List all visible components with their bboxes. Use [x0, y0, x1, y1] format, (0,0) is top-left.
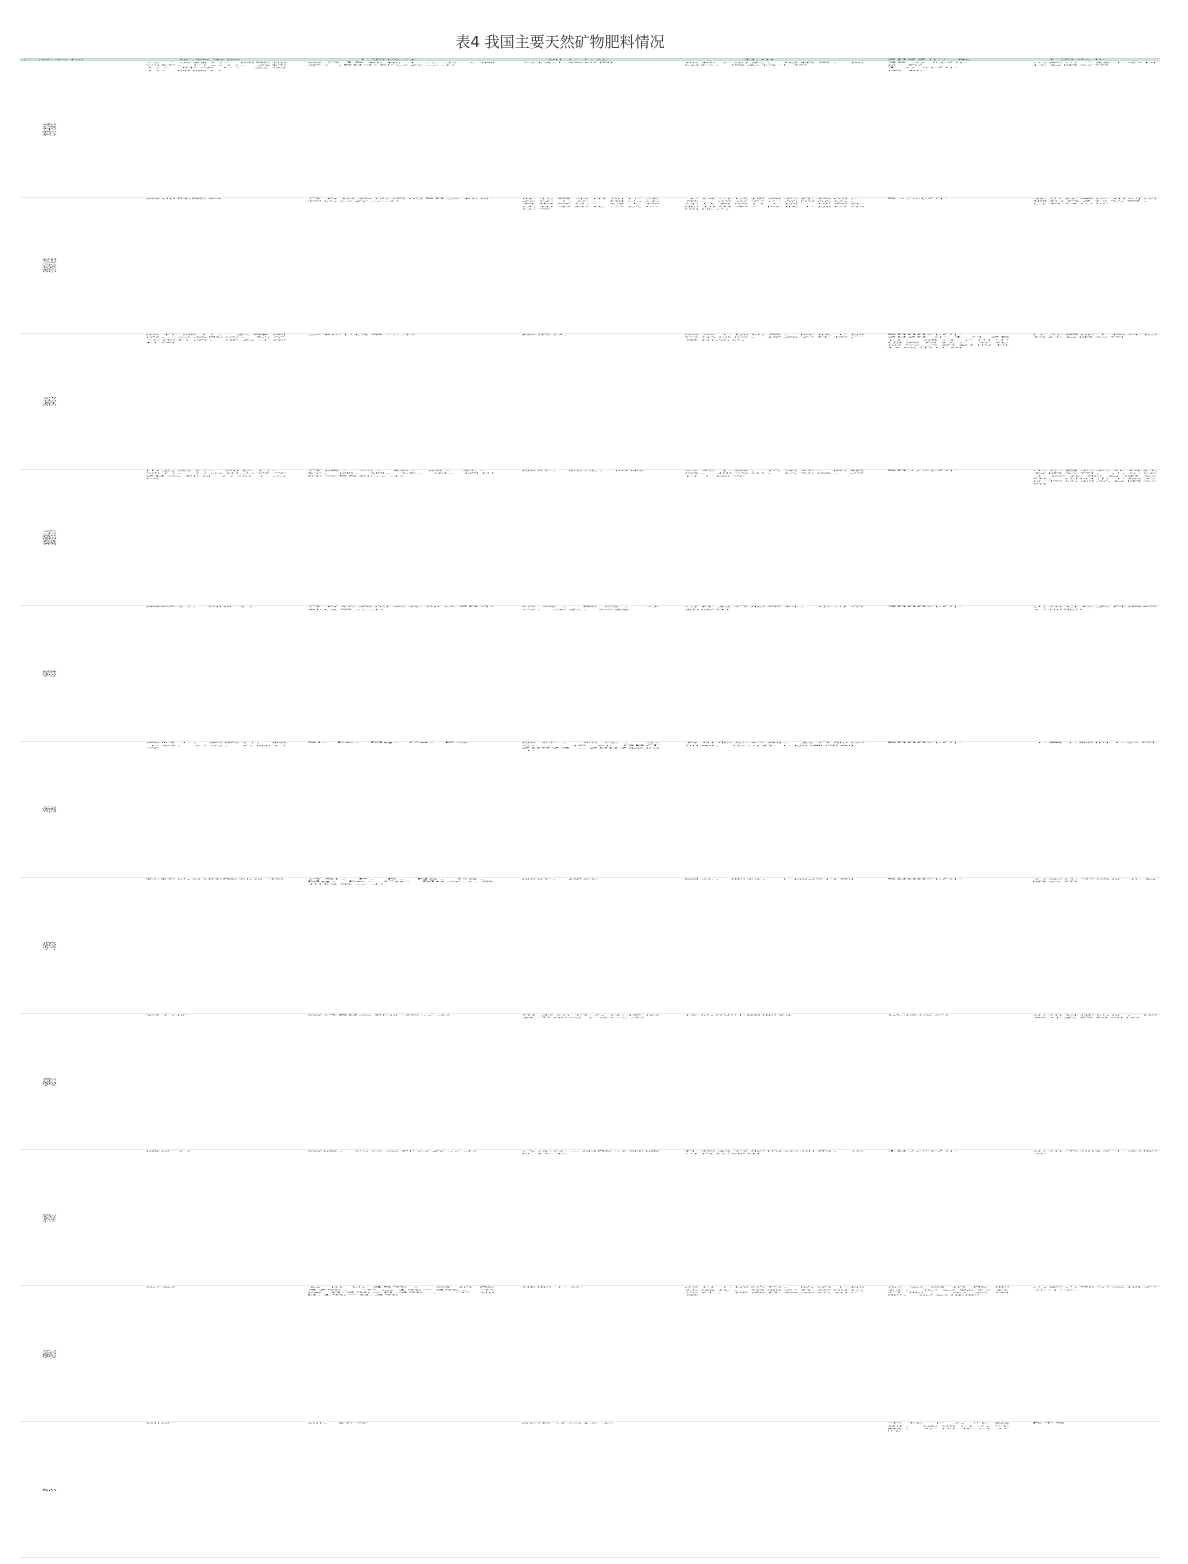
capacity-2022: 试验成功 — [887, 1014, 950, 1016]
header-effect: 作用 — [744, 58, 776, 61]
effect: 改良土壤结构，防治土壤盐碱化，增强农作物的抗逆性，提高作物品质和产量 — [684, 1286, 865, 1296]
capacity-2022: 5000吨/年 2020年1月26日，通过了由中国高科技产业化研究会组织的科技成果评价 — [887, 333, 1010, 349]
process-cell — [509, 605, 672, 741]
process-cell — [509, 1150, 672, 1286]
effect-cell — [672, 333, 875, 469]
company-cell — [1020, 877, 1160, 1013]
capacity-cell — [875, 197, 1020, 333]
product-name: 海绿石肥料 — [39, 670, 58, 677]
capacity-2022: 泥炭腐植酸肥料，泥炭颗粒复合肥，泥炭菌肥，泥炭堆肥 — [887, 1286, 1010, 1296]
effect-cell — [672, 61, 875, 197]
components-cell — [295, 1150, 509, 1286]
mineral-source: 泥炭 — [145, 1286, 177, 1288]
effect-cell — [672, 1286, 875, 1422]
effect: 优质的叶面肥料 — [684, 1014, 793, 1016]
processing-method: 破碎，提纯 — [521, 878, 599, 880]
fertilizer-table — [20, 58, 1160, 1558]
mineral-source: 由麦饭石、钾长石、沸石、石英和天青等20多种矿石加工而成 — [145, 469, 287, 480]
process-cell — [509, 61, 672, 197]
capacity-cell — [875, 1150, 1020, 1286]
mineral-source: 铁镁质铝硅酸盐矿物 — [145, 878, 285, 880]
components-cell — [295, 1422, 509, 1558]
main-company: 内蒙古鄂尔多斯农业中心 — [1032, 1286, 1158, 1291]
capacity-2022: 5万吨/年 — [887, 197, 949, 200]
process-cell — [509, 1422, 672, 1558]
effect-cell — [672, 1150, 875, 1286]
product-name: 泥炭功能肥料 — [39, 1350, 58, 1358]
mineral-source-cell — [77, 469, 295, 605]
product-name-cell — [20, 197, 77, 333]
main-components: 含有较高的氯化钾及20余种微量元素 — [307, 605, 495, 611]
components-cell — [295, 877, 509, 1013]
effect: 作物复合肥的添加剂，也可直接施用 — [684, 1150, 865, 1155]
mineral-source-cell — [77, 333, 295, 469]
capacity-cell — [875, 333, 1020, 469]
product-name-cell — [20, 1422, 77, 1558]
process-cell — [509, 1286, 672, 1422]
main-company: 石家庄金盛矿业有限公司 — [1032, 878, 1158, 883]
company-cell — [1020, 741, 1160, 877]
processing-method: 破碎，筛选，去杂，提纯GB/T 20973 −2007膨润土 — [521, 741, 660, 752]
mineral-source-cell — [77, 1014, 295, 1150]
processing-method: 此装置采用加压蒸养法工艺。国内还有煅烧法、微生物法和水热化学反应法等 — [521, 197, 660, 210]
header-main-components: 主要成分 — [355, 58, 418, 61]
table-row — [20, 1014, 1160, 1150]
effect: 不仅可以提高农作物的产量、改善农产品的品质，还具有改良土壤、提高化肥利用率、降低土壤污染的优点 — [684, 197, 865, 210]
processing-method: 与微生物协同 — [521, 61, 615, 64]
components-cell — [295, 469, 509, 605]
header-capacity: 2022年产能 — [887, 58, 973, 61]
effect: 改善土壤质量，降低土壤污染风险，提高农作物产量和品质 — [684, 333, 865, 341]
fertilizer-table-container — [20, 58, 1160, 1558]
effect: 可作复合肥原料，也可单独施用 — [684, 605, 865, 611]
capacity-2022: 5000吨/年 — [887, 878, 963, 880]
effect-cell — [672, 197, 875, 333]
mineral-source-cell — [77, 197, 295, 333]
main-components: 富含15种稀土元素（镧系）,60余种营养元素 — [307, 61, 495, 66]
effect: 有机肥造粒剂，复合肥添加剂，也可作土壤调理剂 — [684, 741, 865, 747]
main-company: 土霸王膨润土公司 — [1032, 741, 1157, 744]
process-cell — [509, 877, 672, 1013]
effect: 促种子萌发，增根量，促团粒，激发微生物 — [684, 61, 865, 66]
mineral-source-cell — [77, 1286, 295, 1422]
mineral-source: 海绿石，钾矿石 — [145, 605, 254, 608]
effect: 园艺，肥料，土壤改良剂 — [684, 878, 855, 880]
product-name-cell — [20, 1014, 77, 1150]
components-cell — [295, 333, 509, 469]
mineral-source: 乌兰茶晶石、硫酸钾钙镁、白云石、菱镁石、硅藻土、麦饭石、硫磺石 — [145, 61, 287, 72]
mineral-source-cell — [77, 605, 295, 741]
product-name: 矿物质养母粒 — [39, 1213, 58, 1222]
main-components: 富含60多种矿物元素 — [307, 1014, 451, 1016]
mineral-source: 改性沸石，发酵菌渣，氨基酸液，枯草芽孢杆菌，地衣芽孢杆菌 — [145, 333, 287, 344]
effect: 营养丰富，抗重茬、防根腐、抑线虫，抗盐碱、改良土壤等 — [684, 469, 865, 477]
company-cell — [1020, 1286, 1160, 1422]
components-cell — [295, 1286, 509, 1422]
process-cell — [509, 197, 672, 333]
capacity-2022: 全球千万吨级别，欧洲百万吨级，东南亚百万吨 — [887, 1422, 1010, 1432]
capacity-2022: 35 万 吨/年 矿 粉 1 万 吨/年 菌 种 — [887, 61, 969, 72]
product-name: 钙基膨润土 — [39, 806, 58, 813]
company-cell — [1020, 605, 1160, 741]
components-cell — [295, 1014, 509, 1150]
product-name-cell — [20, 877, 77, 1013]
capacity-2022: 10万吨/年 — [887, 1150, 959, 1152]
capacity-cell — [875, 61, 1020, 197]
mineral-source-cell — [77, 1422, 295, 1558]
company-cell — [1020, 61, 1160, 197]
processing-method: 破碎，筛选，研磨 — [521, 469, 646, 472]
table-row — [20, 197, 1160, 333]
capacity-cell — [875, 741, 1020, 877]
product-name: 多元素天然矿物肥料增效剂 — [39, 529, 58, 545]
product-name-cell — [20, 61, 77, 197]
product-name-cell — [20, 1286, 77, 1422]
table-row — [20, 877, 1160, 1013]
mineral-source-cell — [77, 61, 295, 197]
main-company: 江苏福砳生物环保科技有限公司 — [1032, 333, 1158, 338]
effect-cell — [672, 1422, 875, 1558]
processing-method: 掺混法 — [521, 333, 568, 336]
main-company: 山东昌农农业科技有限公司，山东沃土源化肥有限公司，南阳市王振方矿物质制品有限公司 — [1032, 469, 1158, 485]
main-company: 贵州省地质矿产勘查开发局科研所 — [1032, 1014, 1158, 1019]
product-name: 沸石生物有机肥 — [39, 396, 58, 406]
table-row — [20, 605, 1160, 741]
mineral-source-cell — [77, 1150, 295, 1286]
header-process: 加工工艺 — [547, 58, 610, 61]
main-company: 贵州美加特生态肥业 — [1032, 1150, 1158, 1155]
process-cell — [509, 333, 672, 469]
mineral-source-cell — [77, 877, 295, 1013]
processing-method: 用水络合方法提取其全部离子态元素 — [521, 1014, 660, 1019]
processing-method: 焙烧，酸浸，分离，蒸发，结晶 — [521, 605, 660, 611]
mineral-source-cell — [77, 741, 295, 877]
main-components: 含有植物所需的50多种矿物质营养元素 — [307, 197, 495, 202]
table-row — [20, 469, 1160, 605]
main-components: 钾、镁等 — [307, 1422, 370, 1424]
processing-method: 堆肥工艺 — [521, 1286, 584, 1288]
mineral-source: 富钾硅酸岩 — [145, 197, 223, 200]
main-components: 富磷、钙及多种营养元素 — [307, 1150, 478, 1152]
company-cell — [1020, 469, 1160, 605]
product-name-cell — [20, 605, 77, 741]
product-name-cell — [20, 469, 77, 605]
company-cell — [1020, 197, 1160, 333]
capacity-cell — [875, 877, 1020, 1013]
effect-cell — [672, 877, 875, 1013]
header-company: 主要企业 — [1044, 58, 1107, 61]
mineral-source: 钾矿 — [145, 1422, 177, 1424]
components-cell — [295, 197, 509, 333]
table-caption: 表4 我国主要天然矿物肥料情况 — [455, 33, 665, 51]
main-company: 贵州省瓮安县海绿石钾肥厂 — [1032, 605, 1158, 611]
capacity-2022: 6000吨/年 — [887, 741, 963, 744]
capacity-cell — [875, 1286, 1020, 1422]
table-row — [20, 1286, 1160, 1422]
table-row — [20, 1422, 1160, 1558]
table-row — [20, 333, 1160, 469]
product-name-cell — [20, 741, 77, 877]
main-components: 有机质45%，腐植酸37%，全氮1%~3%，全磷0.2%~0.3%，全钾0.1%~0.3% — [307, 1286, 495, 1296]
company-cell — [1020, 1150, 1160, 1286]
header-mineral-source: 矿物来源 — [179, 58, 242, 61]
capacity-cell — [875, 1422, 1020, 1558]
company-cell — [1020, 1014, 1160, 1150]
main-company: K+S — [1032, 1422, 1065, 1424]
components-cell — [295, 605, 509, 741]
process-cell — [509, 469, 672, 605]
capacity-2022: 3000吨/年 — [887, 605, 963, 608]
components-cell — [295, 741, 509, 877]
main-components: 多种中微量元素 — [307, 333, 416, 336]
table-row — [20, 61, 1160, 197]
capacity-cell — [875, 1014, 1020, 1150]
product-name-cell — [20, 333, 77, 469]
effect-cell — [672, 469, 875, 605]
process-cell — [509, 1014, 672, 1150]
main-company: 内蒙古兰晶生态科技有限公司 — [1032, 61, 1158, 66]
capacity-cell — [875, 469, 1020, 605]
product-name-cell — [20, 1150, 77, 1286]
main-company: 北京怀柔区和河南桐柏县2套装置，已有登记证 — [1032, 197, 1158, 205]
effect-cell — [672, 1014, 875, 1150]
company-cell — [1020, 333, 1160, 469]
mineral-source: 磷矿石 — [145, 1150, 192, 1152]
components-cell — [295, 61, 509, 197]
process-cell — [509, 741, 672, 877]
header-product-name: 产品名称 — [22, 58, 85, 61]
product-name: 基质肥料蛭石 — [39, 941, 58, 950]
main-components: 含Si、P、K、Na、Ca、Mg、Fe、Cu、Mn等大量和微量元素 — [307, 878, 495, 885]
product-name: 钾硅钙多元素微孔矿物肥 — [39, 258, 58, 273]
table-row — [20, 1150, 1160, 1286]
capacity-2022: 50万吨/年 — [887, 469, 959, 472]
mineral-source: 岩石矿 — [145, 1014, 192, 1016]
mineral-source: 高岭土，蒙脱石，膨土岩，石英，方解石等 — [145, 741, 287, 749]
product-name: 天然多微稀土矿物质粉 — [39, 122, 58, 136]
processing-method: 静电分离技术 — [521, 1422, 615, 1424]
product-name: 新型矿物肥料 — [39, 1077, 58, 1086]
effect-cell — [672, 605, 875, 741]
effect-cell — [672, 741, 875, 877]
table-row — [20, 741, 1160, 877]
product-name: 镁肥 — [39, 1488, 58, 1492]
processing-method: 冷冻法−硝酸分解磷矿技术 — [521, 1150, 660, 1155]
company-cell — [1020, 1422, 1160, 1558]
capacity-cell — [875, 605, 1020, 741]
main-components: Si、Fe、Mg、Ca、K等 — [307, 741, 470, 744]
main-components: 含磷、钙、镁、硫、铁、锌、硼、铜、锰、钼、硒和硅等55种元素 — [307, 469, 495, 477]
